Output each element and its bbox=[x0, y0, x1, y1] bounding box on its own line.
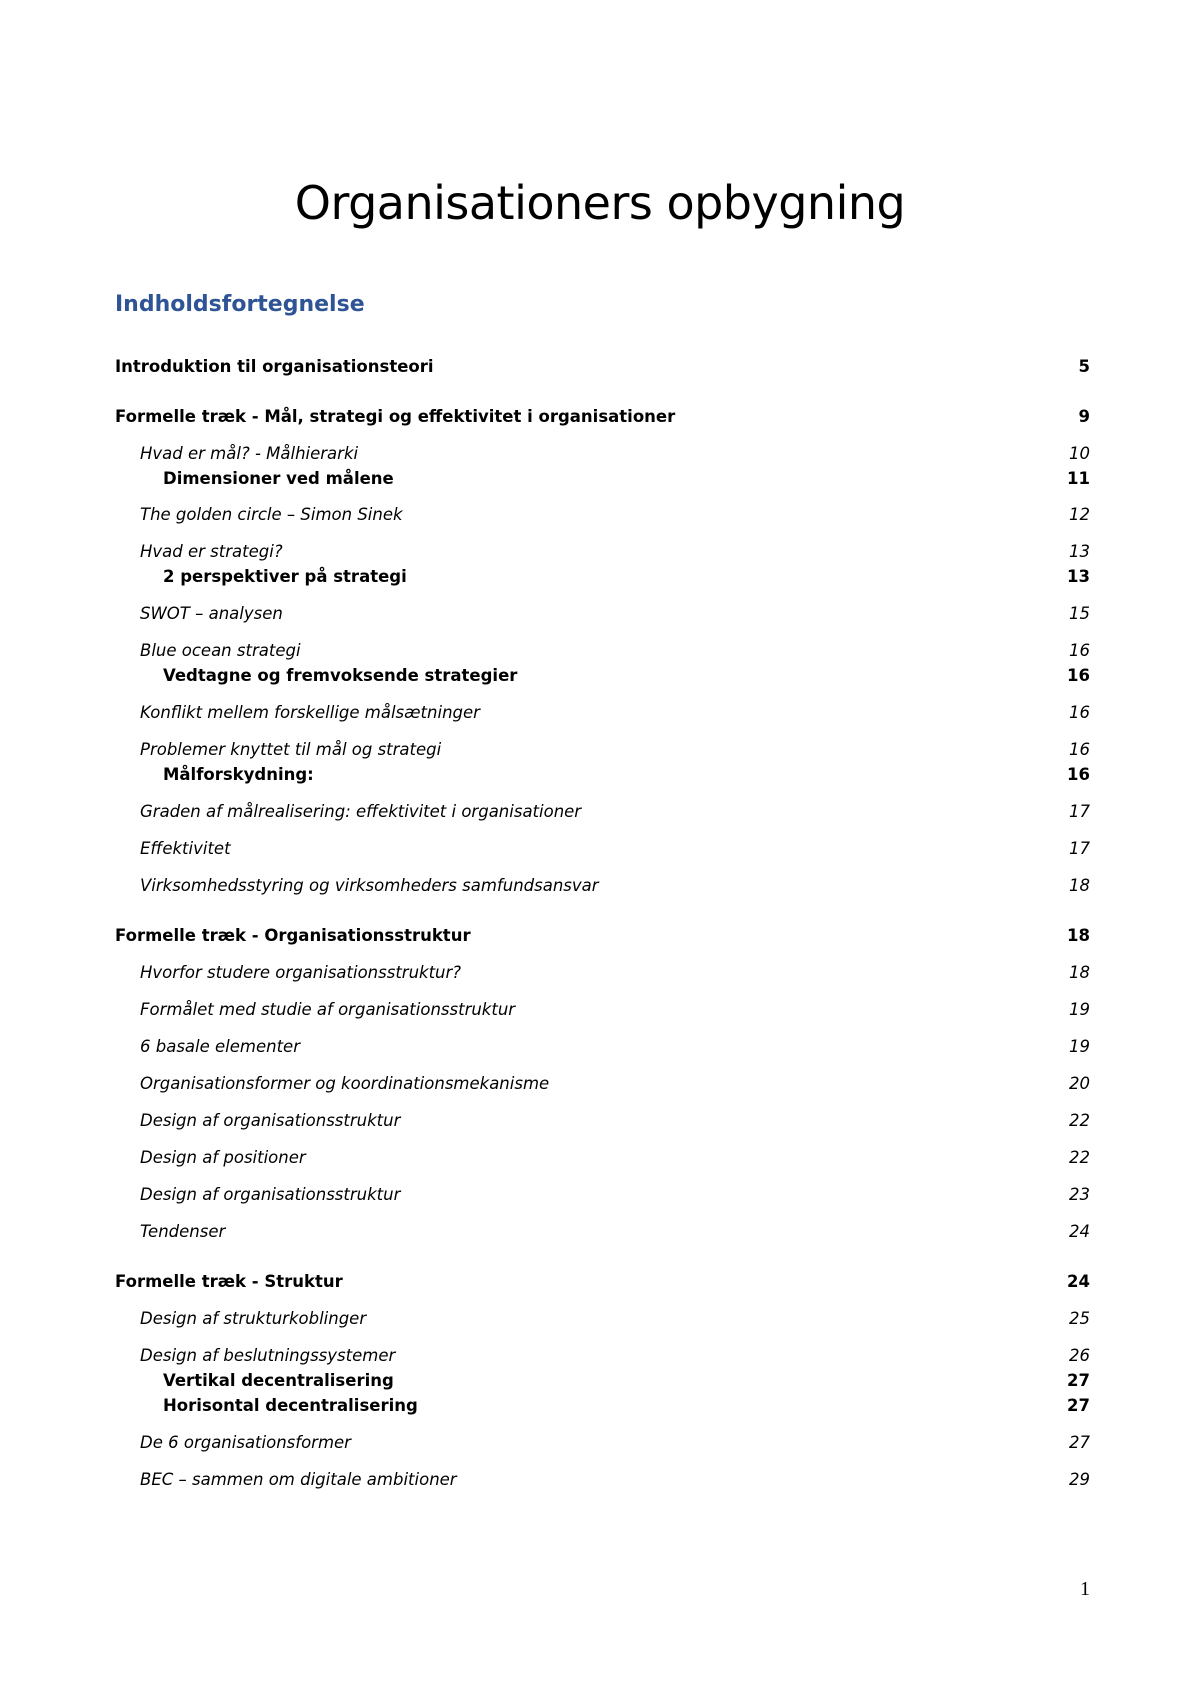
toc-entry[interactable] bbox=[0, 1468, 1200, 1492]
toc-entry[interactable] bbox=[0, 738, 1200, 762]
toc-entry[interactable] bbox=[0, 1183, 1200, 1207]
toc-entry-page: 13 bbox=[1067, 567, 1090, 586]
toc-entry-page: 17 bbox=[1069, 839, 1090, 858]
toc-entry-label: Blue ocean strategi bbox=[140, 641, 301, 660]
toc-entry[interactable] bbox=[0, 998, 1200, 1022]
toc-entry[interactable] bbox=[0, 503, 1200, 527]
toc-entry-page: 10 bbox=[1069, 444, 1090, 463]
toc-entry[interactable] bbox=[0, 1035, 1200, 1059]
toc-heading: Indholdsfortegnelse bbox=[115, 292, 365, 317]
toc-entry[interactable] bbox=[0, 1344, 1200, 1368]
toc-entry-page: 9 bbox=[1078, 407, 1090, 426]
toc-entry[interactable] bbox=[0, 467, 1200, 491]
toc-entry-label: Hvorfor studere organisationsstruktur? bbox=[140, 963, 462, 982]
toc-entry[interactable] bbox=[0, 837, 1200, 861]
toc-entry-label: Problemer knyttet til mål og strategi bbox=[140, 740, 442, 759]
toc-entry-page: 23 bbox=[1069, 1185, 1090, 1204]
toc-entry-label: Konflikt mellem forskellige målsætninger bbox=[140, 703, 480, 722]
toc-entry-label: Formelle træk - Mål, strategi og effektivitet i organisationer bbox=[115, 407, 676, 426]
toc-entry-label: Introduktion til organisationsteori bbox=[115, 357, 434, 376]
toc-entry[interactable] bbox=[0, 1369, 1200, 1393]
toc-entry-page: 19 bbox=[1069, 1000, 1090, 1019]
toc-entry[interactable] bbox=[0, 1431, 1200, 1455]
toc-entry[interactable] bbox=[0, 1220, 1200, 1244]
toc-entry-page: 15 bbox=[1069, 604, 1090, 623]
toc-entry-page: 19 bbox=[1069, 1037, 1090, 1056]
toc-entry-label: 6 basale elementer bbox=[140, 1037, 300, 1056]
toc-entry[interactable] bbox=[0, 540, 1200, 564]
toc-entry-page: 27 bbox=[1069, 1433, 1090, 1452]
toc-entry[interactable] bbox=[0, 602, 1200, 626]
toc-entry-label: SWOT – analysen bbox=[140, 604, 283, 623]
toc-entry[interactable] bbox=[0, 1307, 1200, 1331]
toc-entry-label: Design af organisationsstruktur bbox=[140, 1185, 401, 1204]
toc-entry-label: Hvad er mål? - Målhierarki bbox=[140, 444, 359, 463]
toc-entry-page: 24 bbox=[1069, 1222, 1090, 1241]
toc-entry[interactable] bbox=[0, 701, 1200, 725]
toc-entry-label: Organisationsformer og koordinationsmekanisme bbox=[140, 1074, 550, 1093]
toc-entry-label: Virksomhedsstyring og virksomheders samfundsansvar bbox=[140, 876, 599, 895]
toc-entry-label: Dimensioner ved målene bbox=[163, 469, 394, 488]
toc-entry[interactable] bbox=[0, 874, 1200, 898]
toc-entry-label: De 6 organisationsformer bbox=[140, 1433, 351, 1452]
toc-entry-label: Design af strukturkoblinger bbox=[140, 1309, 367, 1328]
toc-entry-label: Hvad er strategi? bbox=[140, 542, 283, 561]
page-number: 1 bbox=[1080, 1578, 1090, 1600]
toc-entry[interactable] bbox=[0, 1394, 1200, 1418]
toc-entry-label: Graden af målrealisering: effektivitet i organisationer bbox=[140, 802, 582, 821]
toc-entry-page: 27 bbox=[1067, 1396, 1090, 1415]
toc-entry-page: 25 bbox=[1069, 1309, 1090, 1328]
toc-entry[interactable] bbox=[0, 1072, 1200, 1096]
toc-entry-page: 16 bbox=[1069, 740, 1090, 759]
toc-entry-label: Formelle træk - Organisationsstruktur bbox=[115, 926, 471, 945]
toc-entry[interactable] bbox=[0, 442, 1200, 466]
document-title: Organisationers opbygning bbox=[294, 176, 906, 230]
toc-entry-page: 5 bbox=[1078, 357, 1090, 376]
toc-entry-label: Formålet med studie af organisationsstruktur bbox=[140, 1000, 516, 1019]
toc-entry[interactable] bbox=[0, 924, 1200, 948]
toc-entry-page: 20 bbox=[1069, 1074, 1090, 1093]
toc-entry-page: 27 bbox=[1067, 1371, 1090, 1390]
toc-entry-label: Horisontal decentralisering bbox=[163, 1396, 418, 1415]
toc-entry-page: 18 bbox=[1069, 963, 1090, 982]
toc-entry-label: Tendenser bbox=[140, 1222, 226, 1241]
toc-entry[interactable] bbox=[0, 800, 1200, 824]
toc-entry-page: 16 bbox=[1069, 641, 1090, 660]
toc-entry-page: 17 bbox=[1069, 802, 1090, 821]
toc-entry[interactable] bbox=[0, 961, 1200, 985]
toc-entry[interactable] bbox=[0, 763, 1200, 787]
toc-entry-label: Målforskydning: bbox=[163, 765, 314, 784]
toc-entry-page: 12 bbox=[1069, 505, 1090, 524]
toc-entry-page: 18 bbox=[1069, 876, 1090, 895]
toc-entry[interactable] bbox=[0, 565, 1200, 589]
toc-entry[interactable] bbox=[0, 1146, 1200, 1170]
toc-entry-page: 22 bbox=[1069, 1111, 1090, 1130]
toc-entry[interactable] bbox=[0, 1270, 1200, 1294]
toc-entry-label: Design af beslutningssystemer bbox=[140, 1346, 396, 1365]
toc-entry-page: 16 bbox=[1067, 765, 1090, 784]
toc-entry-label: Vedtagne og fremvoksende strategier bbox=[163, 666, 518, 685]
toc-entry-label: BEC – sammen om digitale ambitioner bbox=[140, 1470, 457, 1489]
toc-entry-page: 29 bbox=[1069, 1470, 1090, 1489]
toc-entry-label: Vertikal decentralisering bbox=[163, 1371, 394, 1390]
toc-entry[interactable] bbox=[0, 664, 1200, 688]
toc-entry-label: Design af organisationsstruktur bbox=[140, 1111, 401, 1130]
toc-entry-label: Formelle træk - Struktur bbox=[115, 1272, 343, 1291]
toc-entry-label: Effektivitet bbox=[140, 839, 231, 858]
toc-entry[interactable] bbox=[0, 639, 1200, 663]
toc-entry-label: Design af positioner bbox=[140, 1148, 306, 1167]
toc-entry[interactable] bbox=[0, 355, 1200, 379]
toc-entry[interactable] bbox=[0, 1109, 1200, 1133]
toc-entry-page: 16 bbox=[1069, 703, 1090, 722]
toc-entry-label: The golden circle – Simon Sinek bbox=[140, 505, 403, 524]
toc-entry-page: 11 bbox=[1067, 469, 1090, 488]
toc-entry-page: 18 bbox=[1067, 926, 1090, 945]
toc-entry-page: 13 bbox=[1069, 542, 1090, 561]
toc-entry-page: 22 bbox=[1069, 1148, 1090, 1167]
toc-entry-page: 26 bbox=[1069, 1346, 1090, 1365]
toc-entry-page: 16 bbox=[1067, 666, 1090, 685]
toc-entry[interactable] bbox=[0, 405, 1200, 429]
toc-entry-page: 24 bbox=[1067, 1272, 1090, 1291]
toc-entry-label: 2 perspektiver på strategi bbox=[163, 567, 407, 586]
